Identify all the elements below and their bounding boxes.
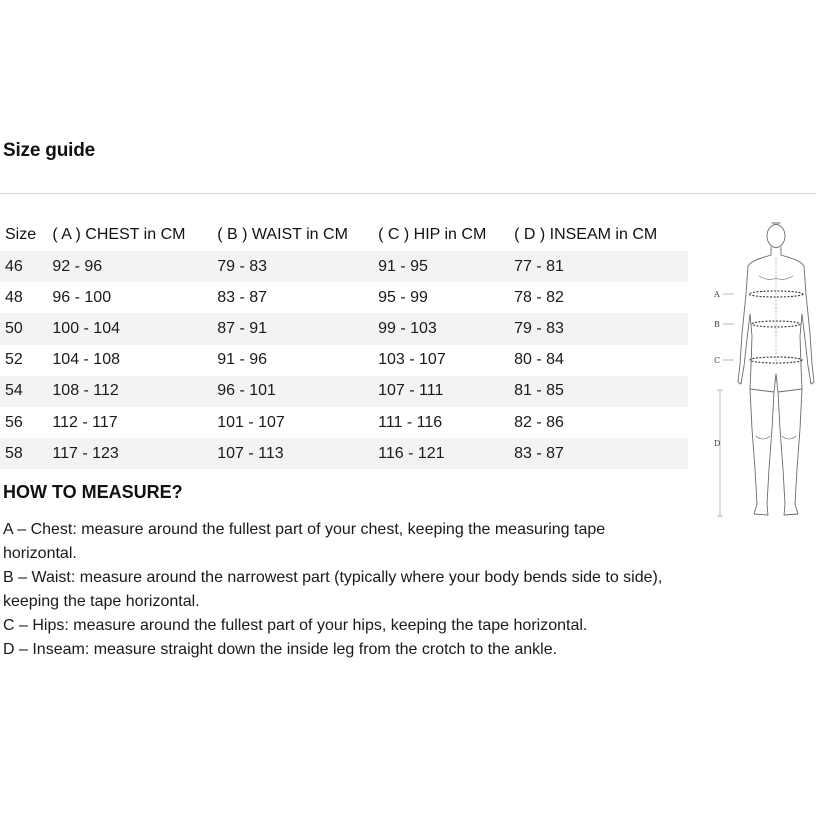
- cell-size: 58: [0, 438, 52, 469]
- cell-inseam: 79 - 83: [514, 313, 688, 344]
- cell-waist: 101 - 107: [217, 413, 285, 431]
- measure-instructions: [3, 518, 683, 662]
- cell-inseam: 81 - 85: [514, 376, 688, 407]
- cell-waist: 87 - 91: [217, 313, 378, 344]
- table-row: [0, 345, 688, 376]
- divider: [0, 193, 816, 194]
- cell-inseam: 77 - 81: [514, 251, 688, 282]
- cell-chest: 92 - 96: [52, 251, 217, 282]
- table-row: [0, 313, 688, 344]
- cell-size: 52: [5, 351, 23, 369]
- figure-label-a: A: [714, 290, 720, 299]
- cell-size: 48: [5, 288, 23, 306]
- header-chest: ( A ) CHEST in CM: [52, 226, 186, 243]
- cell-chest: 104 - 108: [52, 351, 120, 369]
- cell-size: 56: [5, 413, 23, 431]
- header-inseam: ( D ) INSEAM in CM: [514, 226, 658, 243]
- cell-chest: 117 - 123: [52, 438, 217, 469]
- cell-hip: 103 - 107: [378, 351, 446, 369]
- figure-label-c: C: [714, 356, 721, 365]
- table-header-row: [0, 219, 688, 251]
- cell-inseam: 83 - 87: [514, 438, 688, 469]
- size-table: [0, 219, 688, 469]
- cell-hip: 95 - 99: [378, 288, 428, 306]
- cell-hip: 107 - 111: [378, 376, 514, 407]
- table-row: [0, 407, 688, 438]
- instruction-waist: B – Waist: measure around the narrowest part (typically where your body bends side to side), keeping the tape horizontal.: [3, 569, 663, 610]
- figure-label-b: B: [714, 320, 720, 329]
- cell-inseam: 78 - 82: [514, 288, 564, 306]
- table-row: [0, 282, 688, 313]
- page-title: Size guide: [3, 140, 95, 161]
- cell-inseam: 80 - 84: [514, 351, 564, 369]
- cell-hip: 91 - 95: [378, 251, 514, 282]
- cell-waist: 91 - 96: [217, 351, 268, 369]
- header-waist: ( B ) WAIST in CM: [217, 226, 348, 243]
- figure-label-d: D: [714, 439, 721, 448]
- cell-chest: 112 - 117: [52, 413, 118, 431]
- cell-waist: 96 - 101: [217, 376, 378, 407]
- instruction-chest: A – Chest: measure around the fullest part of your chest, keeping the measuring tape horizontal.: [3, 521, 606, 562]
- cell-chest: 108 - 112: [52, 376, 217, 407]
- cell-waist: 79 - 83: [217, 251, 378, 282]
- cell-hip: 116 - 121: [378, 438, 514, 469]
- header-size: Size: [5, 226, 37, 243]
- cell-waist: 107 - 113: [217, 438, 378, 469]
- cell-size: 50: [0, 313, 52, 344]
- cell-hip: 99 - 103: [378, 313, 514, 344]
- cell-chest: 96 - 100: [52, 288, 112, 306]
- table-row: [0, 376, 688, 407]
- header-hip: ( C ) HIP in CM: [378, 226, 487, 243]
- cell-inseam: 82 - 86: [514, 413, 564, 431]
- how-to-measure-heading: HOW TO MEASURE?: [3, 482, 183, 502]
- table-row: [0, 438, 688, 469]
- cell-size: 46: [0, 251, 52, 282]
- table-row: [0, 251, 688, 282]
- cell-chest: 100 - 104: [52, 313, 217, 344]
- cell-size: 54: [0, 376, 52, 407]
- body-measurement-figure-icon: [704, 214, 820, 530]
- instruction-inseam: D – Inseam: measure straight down the inside leg from the crotch to the ankle.: [3, 641, 558, 658]
- instruction-hips: C – Hips: measure around the fullest part of your hips, keeping the tape horizontal.: [3, 617, 588, 634]
- cell-hip: 111 - 116: [378, 413, 443, 431]
- cell-waist: 83 - 87: [217, 288, 268, 306]
